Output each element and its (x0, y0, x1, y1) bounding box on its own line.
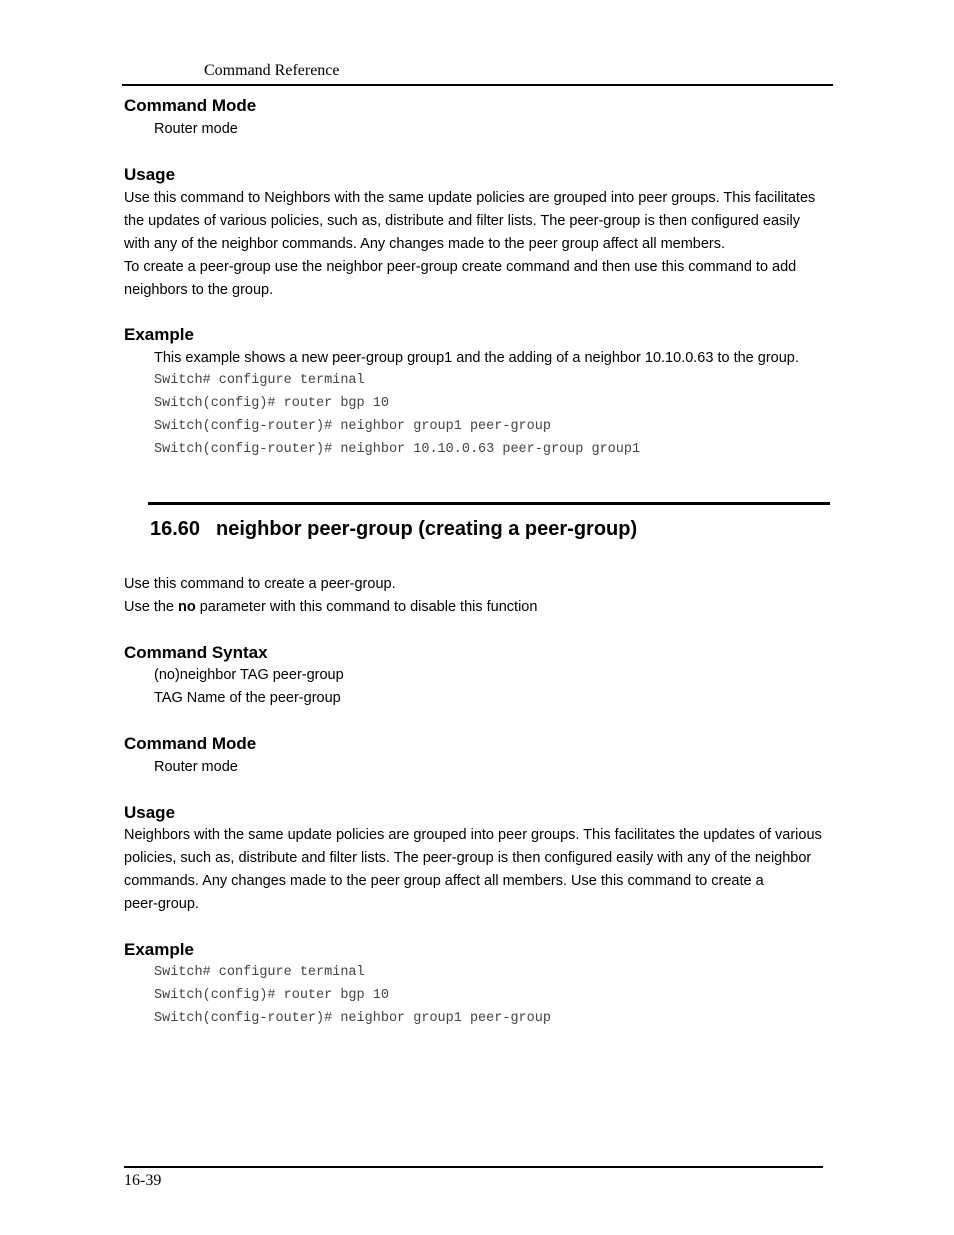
usage-line: commands. Any changes made to the peer group affect all members. Use this command to create a (124, 873, 764, 889)
command-syntax-heading: Command Syntax (124, 643, 268, 662)
usage-heading: Usage (124, 165, 176, 184)
section-number: 16.60 (150, 518, 201, 540)
usage-line: policies, such as, distribute and filter lists. The peer-group is then configured easily with any of the neighbor (124, 850, 812, 866)
intro-line-no-param (124, 596, 537, 619)
code-example (154, 369, 640, 461)
code-line: Switch(config-router)# neighbor 10.10.0.63 peer-group group1 (154, 442, 641, 457)
code-line: Switch# configure terminal (154, 373, 365, 388)
usage-line: Neighbors with the same update policies are grouped into peer groups. This facilitates the updates of various (124, 827, 822, 843)
no-keyword: no (178, 599, 196, 615)
code-line: Switch# configure terminal (154, 965, 365, 980)
command-mode-value: Router mode (154, 121, 238, 137)
example-heading: Example (124, 325, 194, 344)
usage-line: neighbors to the group. (124, 282, 274, 298)
section-rule (148, 502, 830, 505)
intro-text: Use the (124, 599, 178, 615)
section-title (150, 518, 637, 541)
code-example (154, 961, 551, 1030)
usage-line: the updates of various policies, such as, distribute and filter lists. The peer-group is then configured easily (124, 213, 800, 229)
code-line: Switch(config)# router bgp 10 (154, 396, 389, 411)
header-rule (122, 84, 833, 86)
usage-line: Use this command to Neighbors with the same update policies are grouped into peer groups. This facilitates (124, 190, 816, 206)
example-heading: Example (124, 940, 194, 959)
footer-rule (124, 1166, 823, 1168)
running-header: Command Reference (204, 62, 340, 79)
usage-line: To create a peer-group use the neighbor peer-group create command and then use this command to add (124, 259, 797, 275)
usage-line: peer-group. (124, 896, 199, 912)
code-line: Switch(config)# router bgp 10 (154, 988, 389, 1003)
intro-line: Use this command to create a peer-group. (124, 576, 396, 592)
usage-line: with any of the neighbor commands. Any changes made to the peer group affect all members. (124, 236, 726, 252)
code-line: Switch(config-router)# neighbor group1 peer-group (154, 1011, 551, 1026)
page-number: 16-39 (124, 1172, 162, 1189)
command-mode-value: Router mode (154, 759, 238, 775)
syntax-line: (no)neighbor TAG peer-group (154, 667, 344, 683)
intro-text: parameter with this command to disable this function (195, 599, 538, 615)
code-line: Switch(config-router)# neighbor group1 peer-group (154, 419, 551, 434)
command-mode-heading: Command Mode (124, 96, 257, 115)
usage-heading: Usage (124, 803, 176, 822)
section-title-text: neighbor peer-group (creating a peer-group) (216, 518, 638, 540)
syntax-parameter: TAG Name of the peer-group (154, 690, 341, 706)
usage-paragraph (124, 824, 834, 916)
command-mode-heading: Command Mode (124, 734, 257, 753)
example-intro: This example shows a new peer-group group1 and the adding of a neighbor 10.10.0.63 to the group. (154, 350, 799, 366)
usage-paragraph (124, 187, 834, 302)
